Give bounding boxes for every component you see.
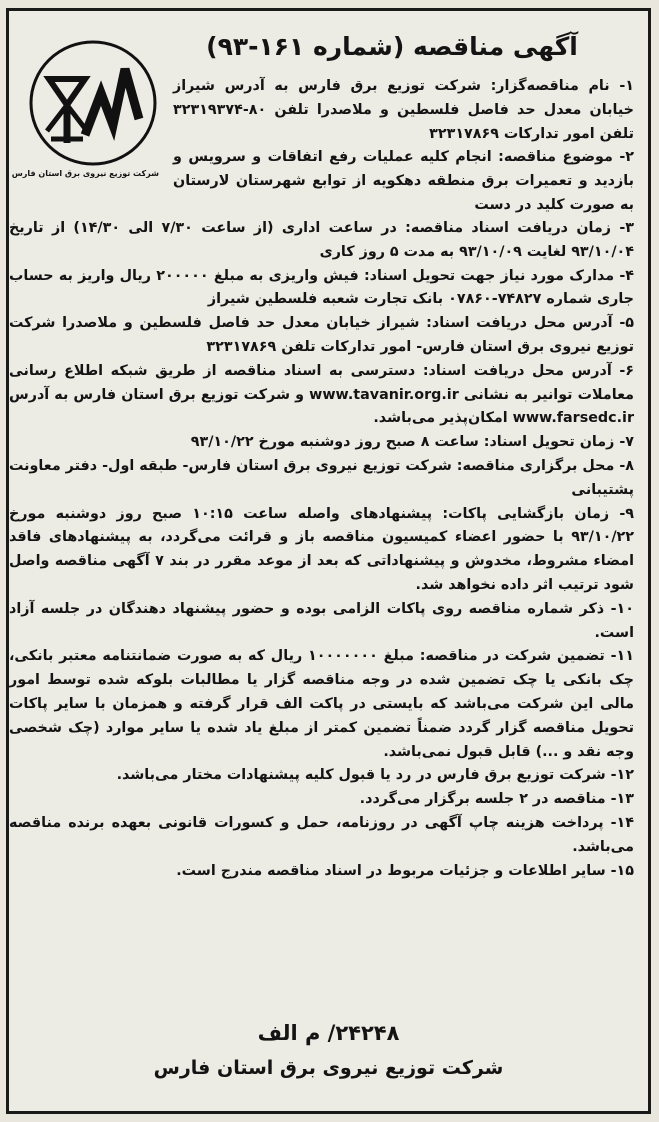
notice-item-4: ۴- مدارک مورد نیاز جهت تحویل اسناد: فیش واریزی به مبلغ ۲۰۰۰۰۰ ریال واریز به حساب جاری شماره ۷۴۸۲۷-۰۷۸۶۰ بانک تجارت شعبه فلسطین شیراز [9, 267, 634, 308]
logo-caption: شرکت توزیع نیروی برق استان فارس [11, 169, 159, 178]
notice-item-15: ۱۵- سایر اطلاعات و جزئیات مربوط در اسناد مناقصه مندرج است. [176, 862, 634, 879]
notice-item-14: ۱۴- پرداخت هزینه چاپ آگهی در روزنامه، حمل و کسورات قانونی بعهده برنده مناقصه می‌باشد. [9, 814, 634, 855]
notice-frame [6, 8, 651, 1114]
notice-item-12: ۱۲- شرکت توزیع برق فارس در رد یا قبول کلیه پیشنهادات مختار می‌باشد. [116, 767, 634, 784]
notice-item-7: ۷- زمان تحویل اسناد: ساعت ۸ صبح روز دوشنبه مورخ ۹۳/۱۰/۲۲ [190, 434, 634, 451]
notice-item-9: ۹- زمان بازگشایی پاکات: پیشنهادهای واصله ساعت ۱۰:۱۵ صبح روز دوشنبه مورخ ۹۳/۱۰/۲۲ با حضور اعضاء کمیسیون مناقصه باز و قرائت می‌گردد، به پیشنهادهای فاقد امضاء مشروط، مخدوش و پیشنهاداتی که بعد از موعد مقرر در بند ۷ آگهی مناقصه واصل شود ترتیب اثر داده نخواهد شد. [9, 505, 634, 593]
notice-item-13: ۱۳- مناقصه در ۲ جلسه برگزار می‌گردد. [359, 791, 634, 808]
notice-item-1: ۱- نام مناقصه‌گزار: شرکت توزیع برق فارس به آدرس شیراز خیابان معدل حد فاصل فلسطین و ملاصدرا تلفن ۸۰-۳۲۳۱۹۳۷۴ تلفن امور تدارکات ۳۲۳۱۷۸۶۹ [173, 78, 634, 142]
notice-number: ۲۴۲۴۸/ م الف [257, 1021, 400, 1045]
notice-title: آگهی مناقصه (شماره ۱۶۱-۹۳) [206, 32, 578, 61]
notice-item-11: ۱۱- تضمین شرکت در مناقصه: مبلغ ۱۰۰۰۰۰۰۰ ریال که به صورت ضمانتنامه معتبر بانکی، چک بانکی یا چک تضمین شده در وجه مناقصه گزار یا مطالبات بلوکه شده توسط امور مالی این شرکت می‌باشد که بایستی در پاکت الف قرار گرفته و همزمان با سایر پاکات تحویل مناقصه گزار گردد ضمناً تضمین کمتر از مبلغ یاد شده یا سایر موارد (چک شخصی وجه نقد و ...) قابل قبول نمی‌باشد. [9, 648, 634, 760]
notice-items [9, 75, 634, 883]
notice-item-10: ۱۰- ذکر شماره مناقصه روی پاکات الزامی بوده و حضور پیشنهاد دهندگان در جلسه آزاد است. [9, 600, 634, 641]
notice-item-3: ۳- زمان دریافت اسناد مناقصه: در ساعت اداری (از ساعت ۷/۳۰ الی ۱۴/۳۰) از تاریخ ۹۳/۱۰/۰۴ لغایت ۹۳/۱۰/۰۹ به مدت ۵ روز کاری [9, 220, 634, 260]
notice-item-2: ۲- موضوع مناقصه: انجام کلیه عملیات رفع اتفاقات و سرویس و بازدید و تعمیرات برق منطقه دهکویه از توابع شهرستان لارستان به صورت کلید در دست [173, 149, 634, 213]
notice-item-8: ۸- محل برگزاری مناقصه: شرکت توزیع نیروی برق استان فارس- طبقه اول- دفتر معاونت پشتیبانی [9, 457, 634, 498]
signing-organization: شرکت توزیع نیروی برق استان فارس [153, 1057, 504, 1079]
notice-item-6: ۶- آدرس محل دریافت اسناد: دسترسی به اسناد مناقصه از طریق شبکه اطلاع رسانی معاملات توانیر به نشانی www.tavanir.org.ir و شرکت توزیع برق استان فارس به آدرس www.farsedc.ir امکان‌پذیر می‌باشد. [9, 362, 635, 427]
notice-item-5: ۵- آدرس محل دریافت اسناد: شیراز خیابان معدل حد فاصل فلسطین و ملاصدرا شرکت توزیع نیروی برق استان فارس- امور تدارکات تلفن ۳۲۳۱۷۸۶۹ [9, 315, 634, 355]
